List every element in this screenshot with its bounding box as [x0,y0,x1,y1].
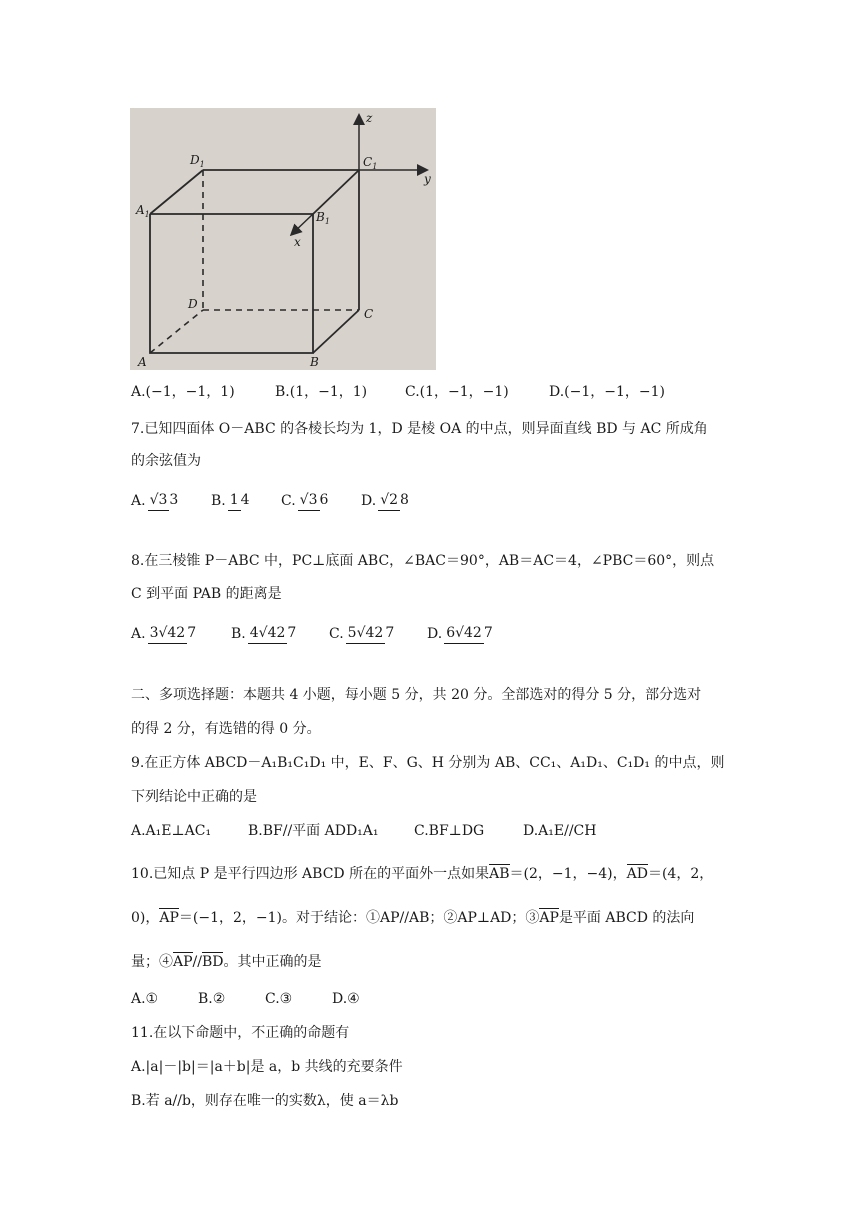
q6-option-c: C.(1，−1，−1) [405,384,509,400]
q9-option-b: B.BF//平面 ADD₁A₁ [248,823,379,839]
x-axis [292,214,313,234]
q6-option-a: A.(−1，−1，1) [131,384,235,400]
vector-ap: AP [159,910,179,926]
q7-option-b: B. 1 4 [211,490,281,511]
q10-option-b: B.② [198,991,226,1007]
q9-option-d: D.A₁E//CH [523,823,597,839]
label-z: z [366,111,373,125]
q10-option-d: D.④ [332,991,360,1007]
section2-heading-line1: 二、多项选择题：本题共 4 小题，每小题 5 分，共 20 分。全部选对的得分 5 分，部分选对 [131,687,702,703]
vector-ad: AD [626,866,648,882]
q8-stem-line1: 8.在三棱锥 P－ABC 中，PC⊥底面 ABC，∠BAC＝90°，AB＝AC＝4，∠PBC＝60°，则点 [131,553,715,569]
label-C1: $C_1$ [363,155,378,171]
label-x: x [294,235,301,249]
q7-option-a: A. √3 3 [131,490,211,511]
vector-bd: BD [201,954,224,970]
q6-options [131,382,665,402]
vector-ap-4: AP [173,954,193,970]
q11-stem: 11.在以下命题中，不正确的命题有 [131,1025,350,1041]
q9-options [131,821,596,841]
q11-option-a: A.|a|－|b|＝|a＋b|是 a，b 共线的充要条件 [131,1059,403,1075]
q10-options [131,989,360,1009]
label-C: C [364,307,374,321]
q7-option-c: C. √3 6 [281,490,361,511]
q8-option-d: D. 6√42 7 [427,623,495,644]
label-D1: $D_1$ [190,153,205,169]
vector-ap-3: AP [539,910,559,926]
q9-stem-line1: 9.在正方体 ABCD－A₁B₁C₁D₁ 中，E、F、G、H 分别为 AB、CC₁、A₁D₁、C₁D₁ 的中点，则 [131,755,725,771]
q8-options [131,623,495,644]
cube-figure [130,108,436,370]
q8-option-b: B. 4√42 7 [231,623,329,644]
vector-ab: AB [489,866,510,882]
label-A: A [138,355,147,369]
section2-heading-line2: 的得 2 分，有选错的得 0 分。 [131,721,321,737]
q7-option-d: D. √2 8 [361,490,411,511]
label-B: B [310,355,319,369]
q9-option-a: A.A₁E⊥AC₁ [131,823,212,839]
label-y: y [424,172,431,186]
q7-stem-line1: 7.已知四面体 O－ABC 的各棱长均为 1，D 是棱 OA 的中点，则异面直线 BD 与 AC 所成角 [131,421,708,437]
q7-stem-line2: 的余弦值为 [131,453,201,469]
q8-option-c: C. 5√42 7 [329,623,427,644]
q6-option-d: D.(−1，−1，−1) [549,384,666,400]
q10-option-a: A.① [131,991,159,1007]
q6-option-b: B.(1，−1，1) [275,384,368,400]
q7-options [131,490,411,511]
q9-stem-line2: 下列结论中正确的是 [131,789,257,805]
front-face [150,214,313,353]
label-A1: $A_1$ [136,203,150,219]
q8-stem-line2: C 到平面 PAB 的距离是 [131,586,282,602]
label-D: D [188,297,198,311]
q8-option-a: A. 3√42 7 [131,623,231,644]
q10-stem-line3: 量；④AP//BD。其中正确的是 [131,954,322,970]
q11-option-b: B.若 a//b，则存在唯一的实数λ，使 a＝λb [131,1093,399,1109]
label-B1: $B_1$ [316,210,330,226]
q10-stem-line1: 10.已知点 P 是平行四边形 ABCD 所在的平面外一点如果AB＝(2，−1，−4)，AD＝(4，2， [131,866,714,882]
q9-option-c: C.BF⊥DG [414,823,485,839]
q10-option-c: C.③ [265,991,293,1007]
cube-diagram [130,108,436,370]
q10-stem-line2: 0)，AP＝(−1，2，−1)。对于结论：①AP//AB；②AP⊥AD；③AP是平面 ABCD 的法向 [131,910,695,926]
